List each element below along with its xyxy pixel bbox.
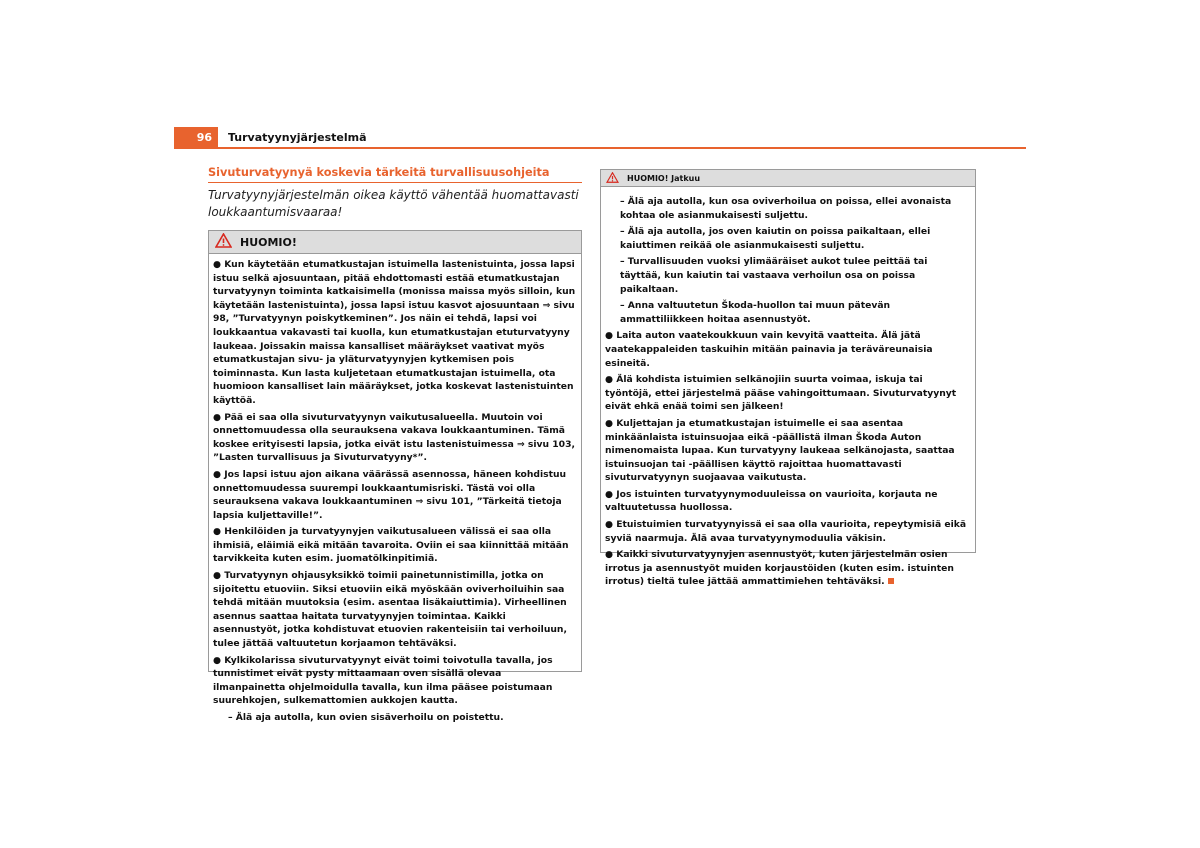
dash-item: – Älä aja autolla, jos oven kaiutin on poissa paikaltaan, ellei kaiuttimen reikää ole asianmukaisesti suljettu. [620,226,931,251]
list-item: ● Älä kohdista istuimien selkänojiin suurta voimaa, iskuja tai työntöjä, ettei järjestelmä pääse vahingoittumaan. Sivuturvatyynyt eivät ehkä enää toimi sen jälkeen! [605,374,957,413]
dash-item: – Anna valtuutetun Škoda-huollon tai muun pätevän ammattiliikkeen hoitaa asennustyöt. [620,300,891,325]
warning-box-header [209,231,581,254]
list-item: ● Jos istuinten turvatyynymoduuleissa on vaurioita, korjauta ne valtuutetussa huollossa. [605,488,938,514]
page-header [174,127,1026,149]
list-item: ● Jos lapsi istuu ajon aikana väärässä asennossa, häneen kohdistuu onnettomuudessa suurempi loukkaantumisriski. Tästä voi olla seurauksena vakava loukkaantuminen ⇒ sivu 101, ”Tärkeitä tietoja lapsia kuljettaville!”. [213,468,567,521]
list-item: ● Kun käytetään etumatkustajan istuimella lastenistuinta, jossa lapsi istuu selkä ajosuuntaan, pitää ehdottomasti estää etumatkustajan turvatyynyn toiminta katkaisimella (monissa maissa myös silloin, kun käytetään lastenistuinta), jossa lapsi istuu kasvot ajosuuntaan ⇒ sivu 98, ”Turvatyynyn poiskytkeminen”. Jos näin ei tehdä, lapsi voi loukkaantua vakavasti tai kuolla, kun etumatkustajan etuturvatyyny laukeaa. Joissakin maissa kansalliset määräykset vaativat myös etumatkustajan sivu- ja yläturvatyynyjen kytkemisen pois toiminnasta. Kun lasta kuljetetaan etumatkustajan istuimella, ota huomioon kansalliset lain määräykset, jotka koskevat lastenistuinten käyttöä. [213,259,576,406]
section-title: Sivuturvatyynyä koskevia tärkeitä turvallisuusohjeita [208,166,582,183]
warning-continued-box [600,169,976,588]
warning-title: HUOMIO! [240,235,297,249]
list-item-text: ● Kaikki sivuturvatyynyjen asennustyöt, kuten järjestelmän osien irrotus ja asennustyöt muiden korjaustöiden (kuten esim. istuinten irrotus) tieltä tulee jättää ammattimiehen tehtäväksi. [605,549,954,588]
dash-item: – Turvallisuuden vuoksi ylimääräiset aukot tulee peittää tai täyttää, kun kaiutin tai vastaava verhoilun osa on poissa paikaltaan. [620,256,928,295]
dash-item: – Älä aja autolla, kun ovien sisäverhoilu on poistettu. [228,712,504,723]
dash-item: – Älä aja autolla, kun osa oviverhoilua on poissa, ellei avonaista kohtaa ole asianmukaisesti suljettu. [620,196,952,221]
warning-continued-header [601,170,975,187]
list-item: ● Turvatyynyn ohjausyksikkö toimii painetunnistimilla, jotka on sijoitettu etuoviin. Siksi etuoviin eikä myöskään oviverhoiluihin saa tehdä mitään muutoksia (esim. asentaa lisäkaiuttimia). Virheellinen asennus saattaa haitata turvatyynyjen toimintaa. Kaikki asennustyöt, jotka kohdistuvat etuovien rakenteisiin tai verhoiluun, tulee jättää valtuutetun korjaamon tehtäväksi. [213,570,567,650]
list-item [605,548,970,589]
list-item: ● Pää ei saa olla sivuturvatyynyn vaikutusalueella. Muutoin voi onnettomuudessa olla seurauksena vakava loukkaantuminen. Tämä koskee erityisesti lapsia, jotka eivät istu lastenistuimessa ⇒ sivu 103, ”Lasten turvallisuus ja Sivuturvatyyny*”. [213,411,575,464]
chapter-title: Turvatyynyjärjestelmä [228,131,367,144]
section-intro: Turvatyynyjärjestelmän oikea käyttö vähentää huomattavasti loukkaantumisvaaraa! [208,188,579,219]
warning-triangle-icon [606,172,619,185]
warning-triangle-icon [215,233,232,251]
list-item: ● Henkilöiden ja turvatyynyjen vaikutusalueen välissä ei saa olla ihmisiä, eläimiä eikä mitään tavaroita. Oviin ei saa kiinnittää mitään tarvikkeita kuten esim. juomatölkinpitimiä. [213,526,569,565]
page-number: 96 [174,127,218,149]
list-item: ● Laita auton vaatekoukkuun vain kevyitä vaatteita. Älä jätä vaatekappaleiden taskuihin mitään painavia ja teräväreunaisia esineitä. [605,330,933,369]
list-item: ● Kuljettajan ja etumatkustajan istuimelle ei saa asentaa minkäänlaista istuinsuojaa eikä -päällistä ilman Škoda Auton nimenomaista lupaa. Kun turvatyyny laukeaa selkänojasta, saattaa istuinsuojan tai -päällisen käyttö rajoittaa huomattavasti sivuturvatyynyn suojaavaa vaikutusta. [605,417,955,484]
warning-continued-title: HUOMIO! Jatkuu [627,173,701,183]
warning-box [208,230,582,723]
list-item: ● Kylkikolarissa sivuturvatyynyt eivät toimi toivotulla tavalla, jos tunnistimet eivät pysty mittaamaan oven sisällä olevaa ilmanpainetta ohjelmoidulla tavalla, kun ilma pääsee poistumaan suurehkojen, sulkemattomien aukkojen kautta. [213,654,553,707]
list-item: ● Etuistuimien turvatyynyissä ei saa olla vaurioita, repeytymisiä eikä syviä naarmuja. Älä avaa turvatyynymoduulia väkisin. [605,519,967,544]
end-square-icon [888,578,894,584]
